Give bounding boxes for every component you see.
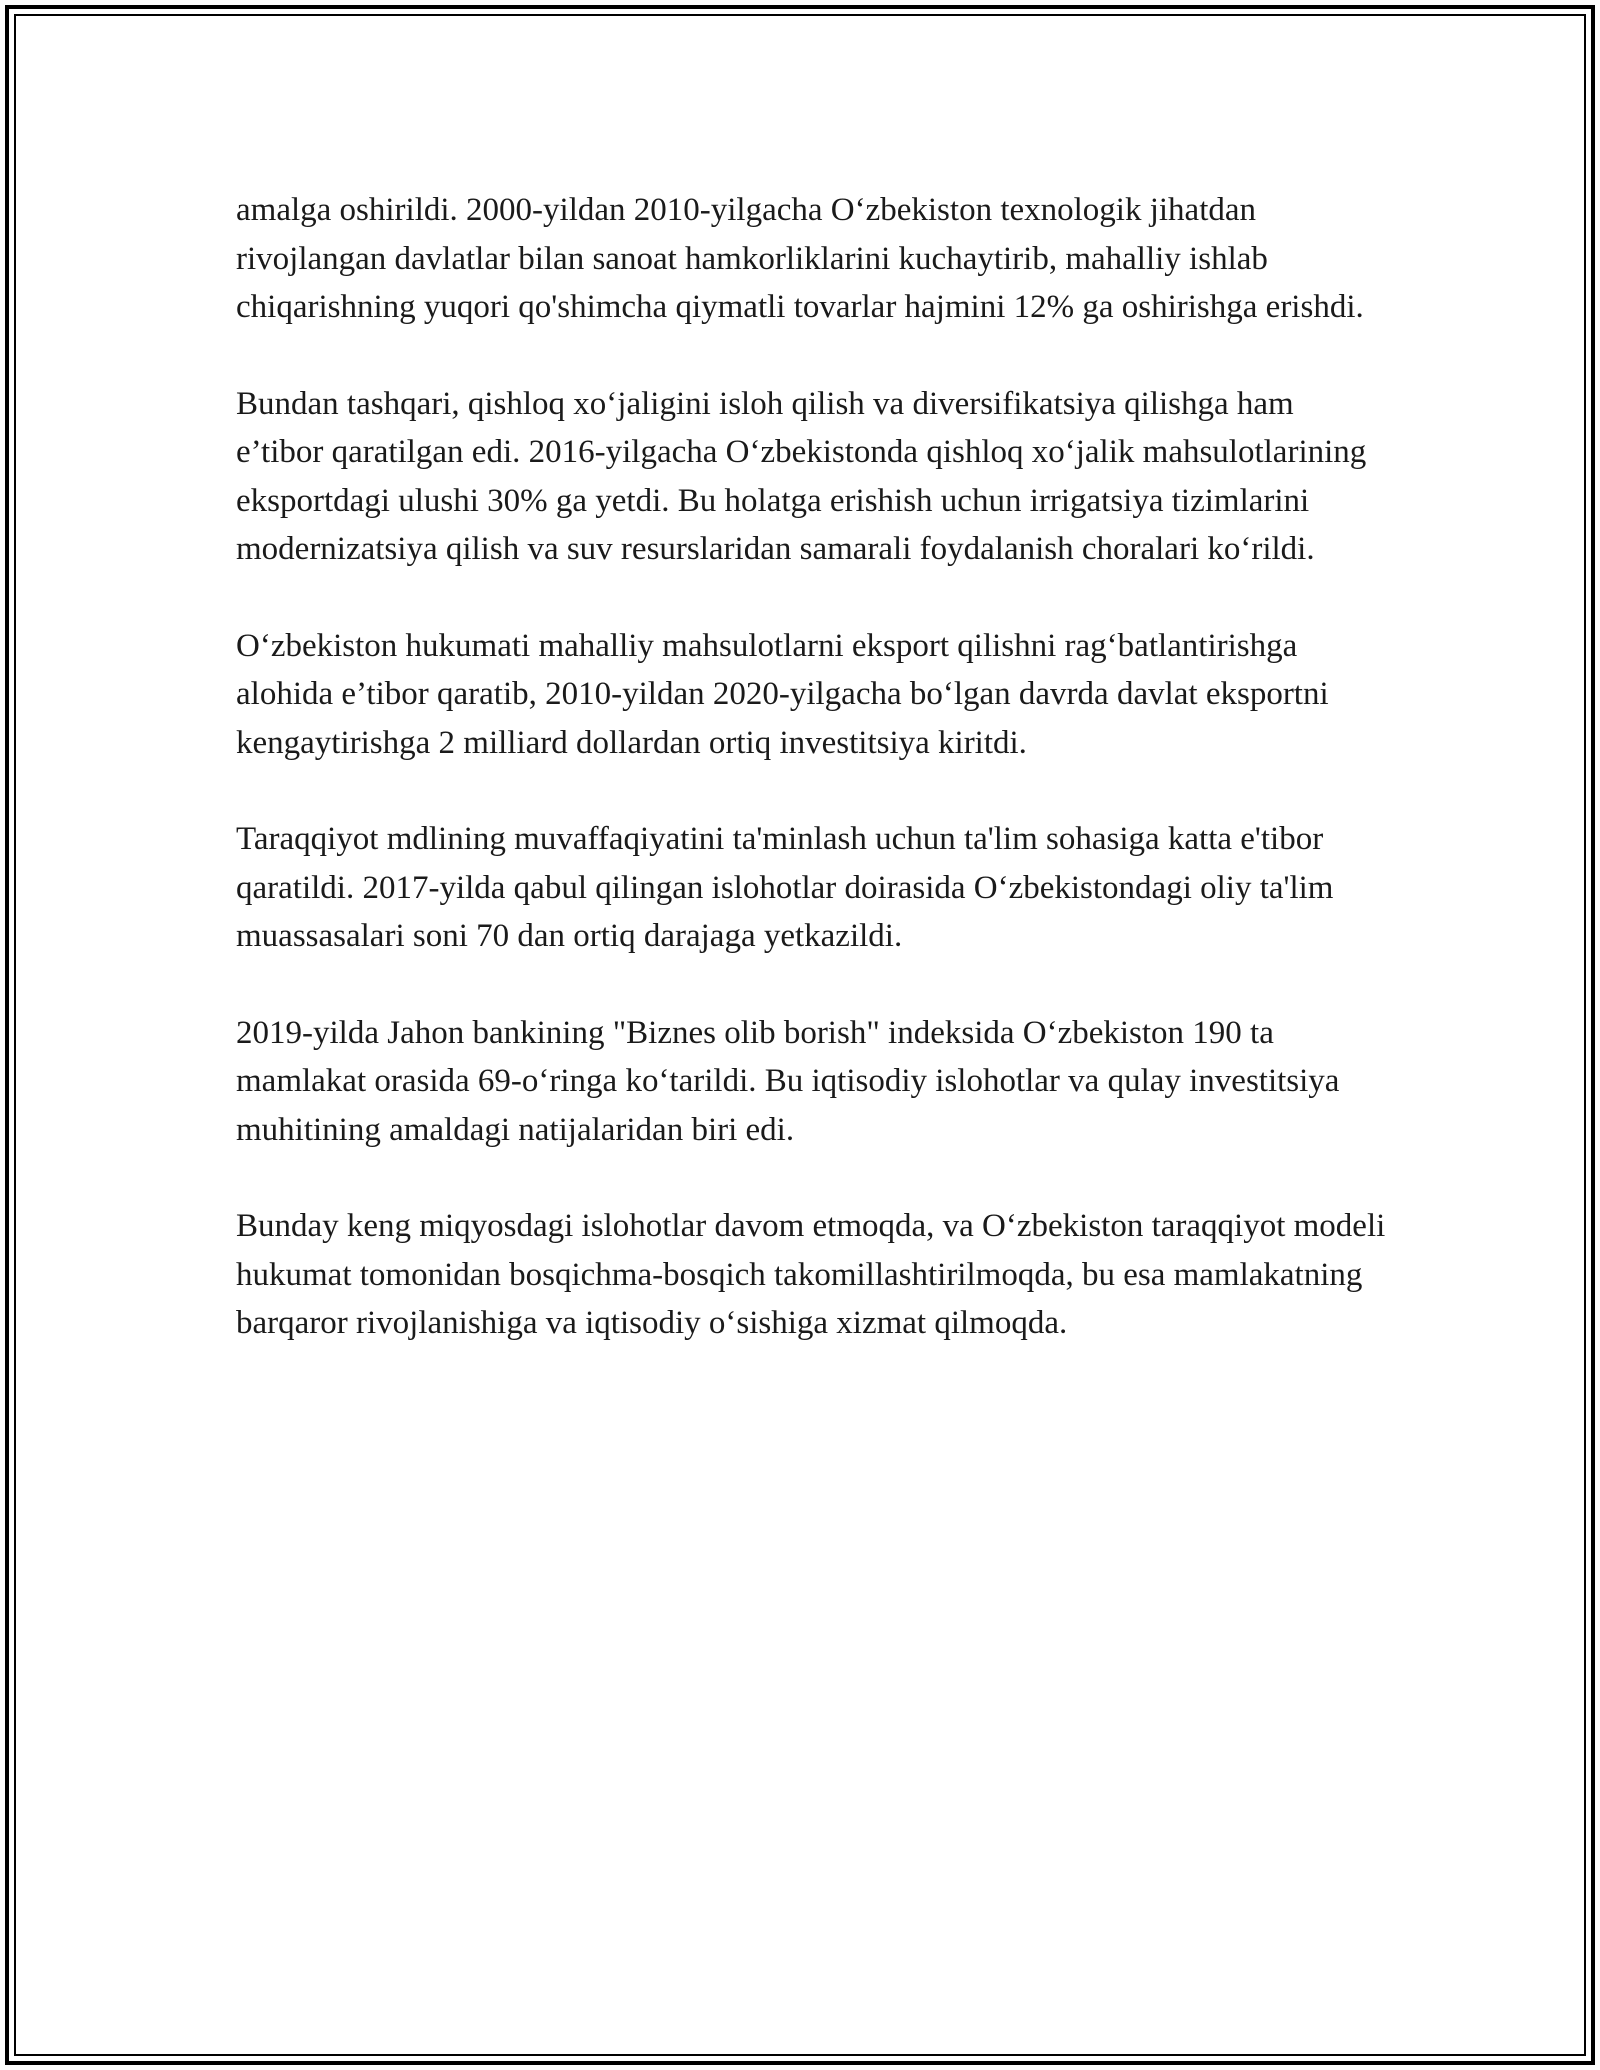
paragraph-3: O‘zbekiston hukumati mahalliy mahsulotlarni eksport qilishni rag‘batlantirishga alohida e’tibor qaratib, 2010-yildan 2020-yilgacha bo‘lgan davrda davlat eksportni kengaytirishga 2 milliard dollardan ortiq investitsiya kiritdi.: [236, 627, 1329, 761]
paragraph-1: amalga oshirildi. 2000-yildan 2010-yilgacha O‘zbekiston texnologik jihatdan rivojlangan davlatlar bilan sanoat hamkorliklarini kuchaytirib, mahalliy ishlab chiqarishning yuqori qo'shimcha qiymatli tovarlar hajmini 12% ga oshirishga erishdi.: [236, 192, 1364, 325]
paragraph-6: Bunday keng miqyosdagi islohotlar davom etmoqda, va O‘zbekiston taraqqiyot modeli hukumat tomonidan bosqichma-bosqich takomillashtirilmoqda, bu esa mamlakatning barqaror rivojlanishiga va iqtisodiy o‘sishiga xizmat qilmoqda.: [236, 1208, 1386, 1341]
paragraph-5: 2019-yilda Jahon bankining "Biznes olib borish" indeksida O‘zbekiston 190 ta mamlakat orasida 69-o‘ringa ko‘tarildi. Bu iqtisodiy islohotlar va qulay investitsiya muhitining amaldagi natijalaridan biri edi.: [236, 1014, 1340, 1148]
document-body: [236, 186, 1386, 1396]
paragraph-4: Taraqqiyot mdlining muvaffaqiyatini ta'minlash uchun ta'lim sohasiga katta e'tibor qaratildi. 2017-yilda qabul qilingan islohotlar doirasida O‘zbekistondagi oliy ta'lim muassasalari soni 70 dan ortiq darajaga yetkazildi.: [236, 821, 1334, 954]
paragraph-2: Bundan tashqari, qishloq xo‘jaligini isloh qilish va diversifikatsiya qilishga ham e’tibor qaratilgan edi. 2016-yilgacha O‘zbekistonda qishloq xo‘jalik mahsulotlarining eksportdagi ulushi 30% ga yetdi. Bu holatga erishish uchun irrigatsiya tizimlarini modernizatsiya qilish va suv resurslaridan samarali foydalanish choralari ko‘rildi.: [236, 385, 1367, 567]
